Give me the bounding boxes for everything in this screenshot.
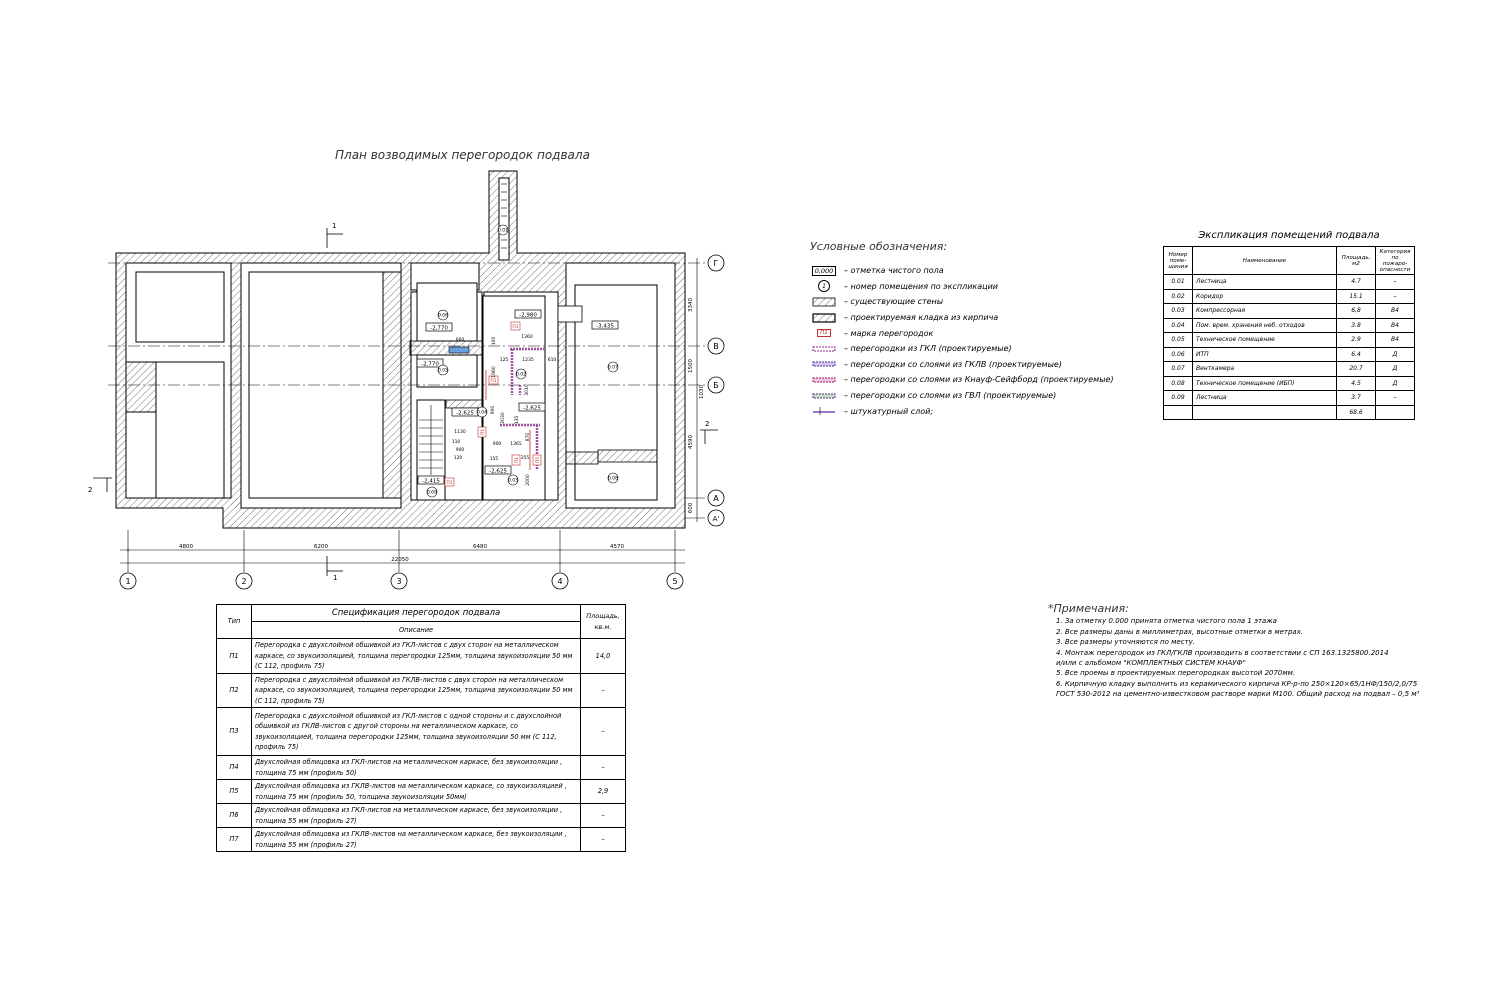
svg-text:900: 900 xyxy=(455,448,465,453)
dim-right: 600 xyxy=(688,502,694,514)
table-row xyxy=(1164,391,1415,406)
cell: 6,8 xyxy=(1337,304,1376,319)
existing-walls xyxy=(116,171,685,528)
svg-text:П1: П1 xyxy=(481,428,486,436)
cell: 6.4 xyxy=(1337,347,1376,362)
cell: – xyxy=(1376,275,1415,290)
cell: П4 xyxy=(217,756,252,780)
cell: Д xyxy=(1376,362,1415,377)
svg-text:-2,770: -2,770 xyxy=(430,325,448,332)
cell: 3.8 xyxy=(1337,318,1376,333)
cell: В4 xyxy=(1376,318,1415,333)
cell: – xyxy=(581,828,626,852)
svg-text:-2,625: -2,625 xyxy=(523,405,541,412)
legend-text: – существующие стены xyxy=(844,297,944,307)
svg-text:660: 660 xyxy=(455,338,465,343)
cell: – xyxy=(581,756,626,780)
cell: Двухслойная облицовка из ГКЛ-листов на металлическом каркасе, без звукоизоляции , толщина 75 мм (профиль 50) xyxy=(252,756,581,780)
cell xyxy=(1164,405,1193,420)
note-line: 4. Монтаж перегородок из ГКЛ/ГКЛВ производить в соответствии с СП 163.1325800.2014 xyxy=(1056,648,1389,657)
cell: – xyxy=(581,708,626,756)
svg-text:900: 900 xyxy=(492,442,502,447)
note-line: 1. За отметку 0.000 принята отметка чистого пола 1 этажа xyxy=(1056,617,1277,626)
gklv-partition-icon xyxy=(810,359,838,370)
svg-text:1365: 1365 xyxy=(510,442,522,447)
svg-text:-3,435: -3,435 xyxy=(596,323,614,330)
cell: – xyxy=(581,673,626,708)
table-row xyxy=(217,756,626,780)
axis-number: 1 xyxy=(125,577,131,586)
table-header-row xyxy=(217,605,626,622)
plan-title: План возводимых перегородок подвала xyxy=(335,148,590,162)
svg-text:П5: П5 xyxy=(536,456,541,464)
column-header: Площадь, кв.м. xyxy=(581,605,626,639)
cell: Двухслойная облицовка из ГКЛ-листов на металлическом каркасе, без звукоизоляции , толщина 55 мм (профиль 27) xyxy=(252,804,581,828)
svg-text:-2,980: -2,980 xyxy=(519,312,537,319)
table-header-row xyxy=(1164,247,1415,275)
table-row xyxy=(1164,275,1415,290)
svg-text:2030: 2030 xyxy=(501,412,506,424)
svg-text:-2,415: -2,415 xyxy=(422,478,440,485)
svg-text:1130: 1130 xyxy=(454,430,466,435)
section-label: 2 xyxy=(705,420,710,428)
svg-text:125: 125 xyxy=(499,358,509,363)
specification-table xyxy=(216,604,626,852)
table-row xyxy=(1164,347,1415,362)
cell: Пом. врем. хранения неб. отходов xyxy=(1193,318,1337,333)
section-label: 1 xyxy=(333,574,338,582)
svg-text:0.05: 0.05 xyxy=(437,368,449,374)
svg-text:1360: 1360 xyxy=(521,335,533,340)
legend-text: – марка перегородок xyxy=(844,328,934,338)
legend-item xyxy=(810,372,1114,388)
legend-text: – проектируемая кладка из кирпича xyxy=(844,313,999,323)
svg-text:0.09: 0.09 xyxy=(426,490,438,496)
axis-letter: В xyxy=(713,342,719,351)
axis-number: 3 xyxy=(396,577,402,586)
column-header: Категория по пожаро-опасности xyxy=(1376,247,1415,275)
legend-text: – номер помещения по экспликации xyxy=(844,281,998,291)
svg-text:135: 135 xyxy=(515,415,520,425)
existing-wall-hatch-icon xyxy=(810,296,838,307)
cell: 20.7 xyxy=(1337,362,1376,377)
plaster-layer-icon xyxy=(810,406,838,417)
svg-text:3010: 3010 xyxy=(525,384,530,396)
column-header: Номер поме-щения xyxy=(1164,247,1193,275)
cell: Д xyxy=(1376,376,1415,391)
explication-table xyxy=(1163,246,1415,420)
cell: П3 xyxy=(217,708,252,756)
cell: Коридор xyxy=(1193,289,1337,304)
cell: Техническое помещение xyxy=(1193,333,1337,348)
table-row xyxy=(1164,304,1415,319)
notes xyxy=(1048,604,1468,700)
legend-item xyxy=(810,294,1110,310)
cell: 0.04 xyxy=(1164,318,1193,333)
note-line: 2. Все размеры даны в миллиметрах, высотные отметки в метрах. xyxy=(1056,627,1304,636)
legend-item xyxy=(810,310,1110,326)
legend-item xyxy=(810,263,1110,279)
cell: В4 xyxy=(1376,333,1415,348)
svg-text:355: 355 xyxy=(520,456,530,461)
table-total-row xyxy=(1164,405,1415,420)
cell: 0.01 xyxy=(1164,275,1193,290)
legend-item xyxy=(810,388,1110,404)
svg-text:0.07: 0.07 xyxy=(607,365,619,371)
cell: П5 xyxy=(217,780,252,804)
elevation-box-icon: 0,000 xyxy=(810,265,838,276)
column-header: Описание xyxy=(252,622,581,639)
table-header-row xyxy=(217,622,626,639)
axis-number: 2 xyxy=(241,577,247,586)
dim-right: 4590 xyxy=(688,435,694,449)
legend-item xyxy=(810,357,1110,373)
cell: 3.7 xyxy=(1337,391,1376,406)
cell: Двухслойная облицовка из ГКЛВ-листов на металлическом каркасе, со звукоизоляцией , толщина 75 мм (профиль 50, толщина звукоизоляции 50мм) xyxy=(252,780,581,804)
axis-number: 4 xyxy=(557,577,563,586)
table-row xyxy=(1164,318,1415,333)
table-row xyxy=(217,780,626,804)
cell: Техническое помещение (ИБП) xyxy=(1193,376,1337,391)
svg-text:900: 900 xyxy=(491,405,496,415)
legend-item xyxy=(810,279,1110,295)
table-row xyxy=(217,673,626,708)
axis-bubbles-numbers xyxy=(120,573,683,589)
cell: П2 xyxy=(217,673,252,708)
svg-text:1235: 1235 xyxy=(522,358,534,363)
cell: – xyxy=(581,804,626,828)
svg-text:100: 100 xyxy=(492,336,497,346)
cell: П1 xyxy=(217,639,252,674)
dim-right: 1030 xyxy=(699,385,705,399)
gvl-partition-icon xyxy=(810,390,838,401)
cell: 14,0 xyxy=(581,639,626,674)
cell xyxy=(1376,405,1415,420)
legend-item xyxy=(810,341,1110,357)
cell: 0.07 xyxy=(1164,362,1193,377)
cell: 0.03 xyxy=(1164,304,1193,319)
column-header: Наименование xyxy=(1193,247,1337,275)
table-row xyxy=(1164,376,1415,391)
legend-text: – перегородки со слоями из ГВЛ (проектируемые) xyxy=(844,391,1057,401)
axis-letter: А' xyxy=(712,515,720,523)
cell: Перегородка с двухслойной обшивкой из ГКЛ-листов с одной стороны и с двухслойной обшивкой из ГКЛВ-листов с другой стороны на металлическом каркасе, со звукоизоляцией, толщина перегородки 125мм, толщина звукоизоляции 50 мм (С 112, профиль 75) xyxy=(252,708,581,756)
svg-text:155: 155 xyxy=(489,457,499,462)
column-header: Площадь, м2 xyxy=(1337,247,1376,275)
cell: 0.06 xyxy=(1164,347,1193,362)
svg-text:1960: 1960 xyxy=(492,366,497,378)
note-line: и/или с альбомом "КОМПЛЕКТНЫХ СИСТЕМ КНАУФ" xyxy=(1056,659,1246,668)
dim-bottom: 4800 xyxy=(179,544,193,550)
svg-text:0.01: 0.01 xyxy=(497,228,509,234)
partition-mark-icon: П1 xyxy=(810,328,838,339)
axis-letter: А xyxy=(713,494,719,503)
cell: ИТП xyxy=(1193,347,1337,362)
cell: Д xyxy=(1376,347,1415,362)
explication-title: Экспликация помещений подвала xyxy=(1198,230,1380,241)
legend-title: Условные обозначения: xyxy=(810,240,948,253)
cell: 0.02 xyxy=(1164,289,1193,304)
cell: – xyxy=(1376,391,1415,406)
cell: Компрессорная xyxy=(1193,304,1337,319)
dim-bottom: 6200 xyxy=(314,544,328,550)
column-header: Тип xyxy=(217,605,252,639)
legend-text: – перегородки со слоями из Кнауф-Сейфборд (проектируемые) xyxy=(844,375,1114,385)
svg-text:П1: П1 xyxy=(515,456,520,464)
cell: 0.09 xyxy=(1164,391,1193,406)
table-row xyxy=(1164,362,1415,377)
table-row xyxy=(217,804,626,828)
section-label: 2 xyxy=(88,486,93,494)
legend xyxy=(810,240,1114,419)
svg-text:0.03: 0.03 xyxy=(507,478,519,484)
note-line: 3. Все размеры уточняются по месту. xyxy=(1056,638,1195,647)
legend-text: – перегородки со слоями из ГКЛВ (проектируемые) xyxy=(844,359,1062,369)
cell: 4.5 xyxy=(1337,376,1376,391)
svg-text:0.02: 0.02 xyxy=(515,372,527,378)
legend-text: – штукатурный слой; xyxy=(844,406,934,416)
spec-title: Спецификация перегородок подвала xyxy=(252,605,581,622)
legend-item xyxy=(810,325,1110,341)
brick-hatch-icon xyxy=(810,312,838,323)
legend-text: – перегородки из ГКЛ (проектируемые) xyxy=(844,344,1012,354)
table-row xyxy=(217,828,626,852)
cell: Венткамера xyxy=(1193,362,1337,377)
legend-item xyxy=(810,403,1110,419)
table-row xyxy=(1164,289,1415,304)
svg-text:-2,625: -2,625 xyxy=(489,468,507,475)
cell: 0.05 xyxy=(1164,333,1193,348)
svg-text:0.04: 0.04 xyxy=(476,410,488,416)
svg-text:-2,770: -2,770 xyxy=(421,361,439,368)
cell: 2,9 xyxy=(581,780,626,804)
dim-bottom: 6480 xyxy=(473,544,487,550)
svg-text:0.08: 0.08 xyxy=(607,476,619,482)
table-row xyxy=(1164,333,1415,348)
legend-text: – отметка чистого пола xyxy=(844,266,944,276)
cell: Двухслойная облицовка из ГКЛВ-листов на металлическом каркасе, без звукоизоляции , толщина 55 мм (профиль 27) xyxy=(252,828,581,852)
floor-plan xyxy=(0,0,780,600)
cell: 15.1 xyxy=(1337,289,1376,304)
cell: П6 xyxy=(217,804,252,828)
total-area: 68.6 xyxy=(1337,405,1376,420)
axis-letter: Г xyxy=(713,259,719,268)
table-row xyxy=(217,639,626,674)
svg-text:0.06: 0.06 xyxy=(437,313,449,319)
svg-text:-2,625: -2,625 xyxy=(456,410,474,417)
dim-bottom: 4570 xyxy=(610,544,624,550)
svg-text:2000: 2000 xyxy=(526,474,531,486)
axis-letter: Б xyxy=(713,381,719,390)
note-line: 5. Все проемы в проектируемых перегородках высотой 2070мм. xyxy=(1056,669,1296,678)
axis-number: 5 xyxy=(672,577,678,586)
gkl-partition-icon xyxy=(810,343,838,354)
table-row xyxy=(217,708,626,756)
svg-text:610: 610 xyxy=(547,358,557,363)
cell: 2.9 xyxy=(1337,333,1376,348)
cell: 4.7 xyxy=(1337,275,1376,290)
cell: Перегородка с двухслойной обшивкой из ГКЛВ-листов с двух сторон на металлическом каркасе, со звукоизоляцией, толщина перегородки 125мм, толщина звукоизоляции 50 мм (С 112, профиль 75) xyxy=(252,673,581,708)
svg-text:110: 110 xyxy=(451,440,461,445)
cell: Лестница xyxy=(1193,391,1337,406)
note-line: ГОСТ 530-2012 на цементно-известковом растворе марки М100. Общий расход на подвал – 0,5 м³ xyxy=(1056,690,1420,699)
cell: – xyxy=(1376,289,1415,304)
dim-total: 22050 xyxy=(391,557,409,563)
cell: П7 xyxy=(217,828,252,852)
axis-bubbles-letters xyxy=(708,255,724,526)
note-line: 6. Кирпичную кладку выполнить из керамического кирпича КР-р-по 250×120×65/1НФ/150/2,0/75 xyxy=(1056,679,1418,688)
cell: Лестница xyxy=(1193,275,1337,290)
svg-text:120: 120 xyxy=(453,456,463,461)
section-label: 1 xyxy=(332,222,337,230)
cell: Перегородка с двухслойной обшивкой из ГКЛ-листов с двух сторон на металлическом каркасе, со звукоизоляцией, толщина перегородки 125мм, толщина звукоизоляции 50 мм (С 112, профиль 75) xyxy=(252,639,581,674)
svg-text:П1: П1 xyxy=(512,325,519,330)
svg-text:П1: П1 xyxy=(490,379,497,384)
notes-title: *Примечания: xyxy=(1048,602,1129,615)
safeboard-partition-icon xyxy=(810,374,838,385)
dim-right: 1500 xyxy=(688,359,694,373)
cell xyxy=(1193,405,1337,420)
middle-rooms xyxy=(410,184,545,500)
cell: В4 xyxy=(1376,304,1415,319)
svg-text:П1: П1 xyxy=(446,481,453,486)
cell: 0.08 xyxy=(1164,376,1193,391)
dim-right: 3340 xyxy=(688,298,694,312)
svg-text:870: 870 xyxy=(526,432,531,442)
room-number-circle-icon: 1 xyxy=(810,281,838,292)
